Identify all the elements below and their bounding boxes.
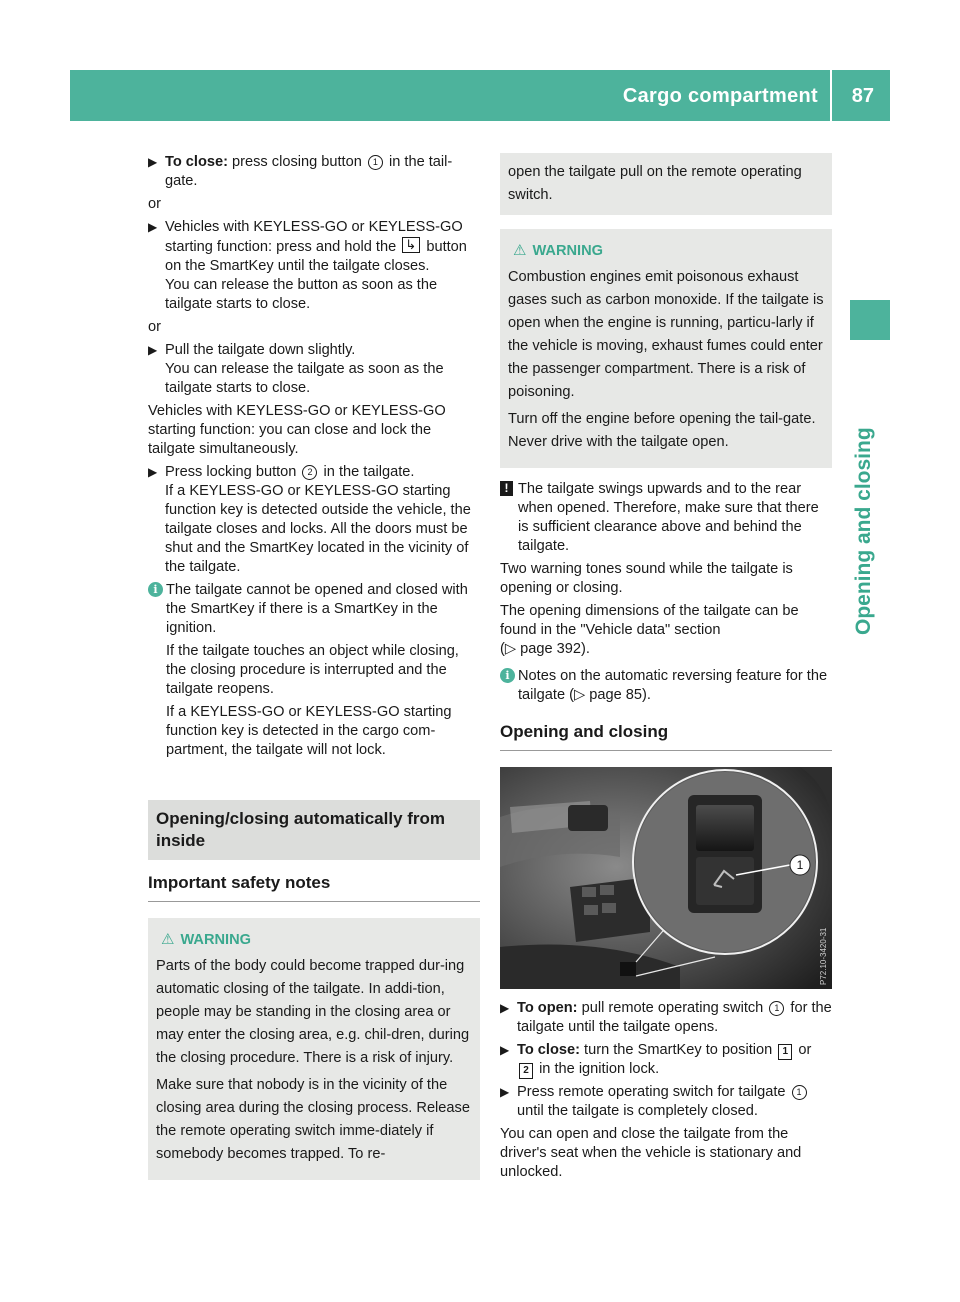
- step-arrow-icon: ▶: [148, 465, 158, 479]
- step-lock: [148, 463, 480, 577]
- chapter-label: Opening and closing: [852, 427, 875, 635]
- paragraph: [500, 602, 832, 659]
- page-header: [70, 70, 890, 121]
- paragraph: You can open and close the tailgate from the driver's seat when the vehicle is stationary and unlocked.: [500, 1126, 802, 1180]
- step-keyless-close: [148, 218, 480, 314]
- section-heading: Opening/closing automatically from inside: [148, 800, 480, 860]
- note-text: If the tailgate touches an object while closing, the closing procedure is interrupted and the tailgate reopens.: [166, 643, 459, 697]
- note-text: Notes on the automatic reversing feature for the tailgate (▷ page 85).: [518, 668, 828, 703]
- warning-continuation: [500, 153, 832, 215]
- warning-triangle-icon: ⚠: [513, 242, 527, 259]
- paragraph: Two warning tones sound while the tailgate is opening or closing.: [500, 561, 793, 596]
- photo-code: P72.10-3420-31: [819, 927, 828, 985]
- step-text: press closing button: [232, 154, 362, 170]
- subsection-heading: Important safety notes: [148, 860, 480, 902]
- header-divider: [830, 70, 832, 121]
- warning-text: Combustion engines emit poisonous exhaust gases such as carbon monoxide. If the tailgate is open when the engine is running, particu-larly if the vehicle is moving, exhaust fumes could enter the passenger compartment. There is a risk of poisoning.: [508, 269, 824, 400]
- callout-number: 1: [769, 1001, 784, 1016]
- or-text: or: [148, 196, 161, 212]
- left-column: [148, 153, 480, 1180]
- paragraph-text: The opening dimensions of the tailgate can be found in the "Vehicle data" section: [500, 603, 799, 638]
- warning-box: [148, 918, 480, 1180]
- caution-note: [500, 480, 832, 556]
- step-to-open: [500, 999, 832, 1037]
- section-title: Cargo compartment: [622, 85, 818, 107]
- step-text: Press remote operating switch for tailgate: [517, 1084, 786, 1100]
- step-text: You can release the tailgate as soon as the tailgate starts to close.: [165, 361, 444, 396]
- warning-label: WARNING: [180, 932, 251, 948]
- step-label: To close:: [517, 1042, 580, 1058]
- warning-title: [508, 239, 824, 263]
- warning-triangle-icon: ⚠: [161, 931, 175, 948]
- ignition-position-1: 1: [778, 1044, 792, 1060]
- or-text: or: [148, 319, 161, 335]
- step-arrow-icon: ▶: [500, 1043, 510, 1057]
- callout-number: 1: [368, 155, 383, 170]
- step-text: in the tail-gate.: [165, 154, 453, 189]
- step-text: pull remote operating switch: [581, 1000, 764, 1016]
- right-column: [500, 153, 832, 1186]
- info-note: [500, 667, 832, 705]
- photo-callout-number: 1: [796, 858, 804, 872]
- door-switch-photo: [500, 767, 832, 989]
- note-text: If a KEYLESS-GO or KEYLESS-GO starting function key is detected in the cargo com-partment, the tailgate will not lock.: [166, 704, 452, 758]
- step-text: in the ignition lock.: [539, 1061, 660, 1077]
- step-text: button on the SmartKey until the tailgate closes.: [165, 239, 467, 274]
- tailgate-key-icon: ↳: [402, 237, 420, 253]
- step-to-close: [500, 1041, 832, 1079]
- warning-text: Parts of the body could become trapped dur-ing automatic closing of the tailgate. In addi-tion, people may be standing in the closing area or may enter the closing area, e.g. chil-dren, during the closing procedure. There is a risk of injury.: [156, 958, 470, 1066]
- warning-text: Turn off the engine before opening the tail-gate. Never drive with the tailgate open.: [508, 411, 816, 450]
- step-text: You can release the button as soon as the tailgate starts to close.: [165, 277, 438, 312]
- step-text: for the tailgate until the tailgate opens.: [517, 1000, 832, 1035]
- door-panel-illustration: [500, 767, 832, 989]
- step-text: in the tailgate.: [323, 464, 415, 480]
- step-text: Press locking button: [165, 464, 297, 480]
- chapter-tab: [850, 300, 890, 340]
- step-text: Pull the tailgate down slightly.: [165, 342, 356, 358]
- ignition-position-2: 2: [519, 1063, 533, 1079]
- step-arrow-icon: ▶: [148, 343, 158, 357]
- step-label: To close:: [165, 154, 228, 170]
- warning-title: [156, 928, 472, 952]
- warning-text: open the tailgate pull on the remote operating switch.: [508, 164, 802, 203]
- info-icon: i: [148, 582, 163, 597]
- step-arrow-icon: ▶: [148, 220, 158, 234]
- step-arrow-icon: ▶: [500, 1085, 510, 1099]
- step-text: or: [798, 1042, 812, 1058]
- step-text: until the tailgate is completely closed.: [517, 1103, 758, 1119]
- step-arrow-icon: ▶: [148, 155, 158, 169]
- paragraph: Vehicles with KEYLESS-GO or KEYLESS-GO starting function: you can close and lock the tailgate simultaneously.: [148, 403, 446, 457]
- page-number: 87: [851, 85, 874, 107]
- step-label: To open:: [517, 1000, 578, 1016]
- note-text: The tailgate cannot be opened and closed with the SmartKey if there is a SmartKey in the ignition.: [166, 582, 468, 636]
- step-text: turn the SmartKey to position: [584, 1042, 773, 1058]
- step-text: If a KEYLESS-GO or KEYLESS-GO starting function key is detected outside the vehicle, the tailgate closes and locks. All the doors must be shut and the SmartKey located in the vicinity of the tailgate.: [165, 483, 471, 575]
- step-text: Vehicles with KEYLESS-GO or KEYLESS-GO starting function: press and hold the: [165, 219, 463, 255]
- step-to-close: [148, 153, 480, 191]
- warning-text: Make sure that nobody is in the vicinity of the closing area during the closing process. Release the remote operating switch imme-diately if somebody becomes trapped. To re-: [156, 1077, 470, 1162]
- step-pull-down: [148, 341, 480, 398]
- subsection-heading: Opening and closing: [500, 709, 832, 751]
- exclamation-icon: !: [500, 481, 513, 496]
- warning-label: WARNING: [532, 243, 603, 259]
- page-reference[interactable]: (▷ page 392).: [500, 641, 590, 657]
- callout-number: 2: [302, 465, 317, 480]
- info-note: [148, 581, 480, 760]
- step-press-switch: [500, 1083, 832, 1121]
- callout-number: 1: [792, 1085, 807, 1100]
- step-arrow-icon: ▶: [500, 1001, 510, 1015]
- warning-box: [500, 229, 832, 468]
- info-icon: i: [500, 668, 515, 683]
- note-text: The tailgate swings upwards and to the rear when opened. Therefore, make sure that there is sufficient clearance above and behind the tailgate.: [518, 481, 819, 554]
